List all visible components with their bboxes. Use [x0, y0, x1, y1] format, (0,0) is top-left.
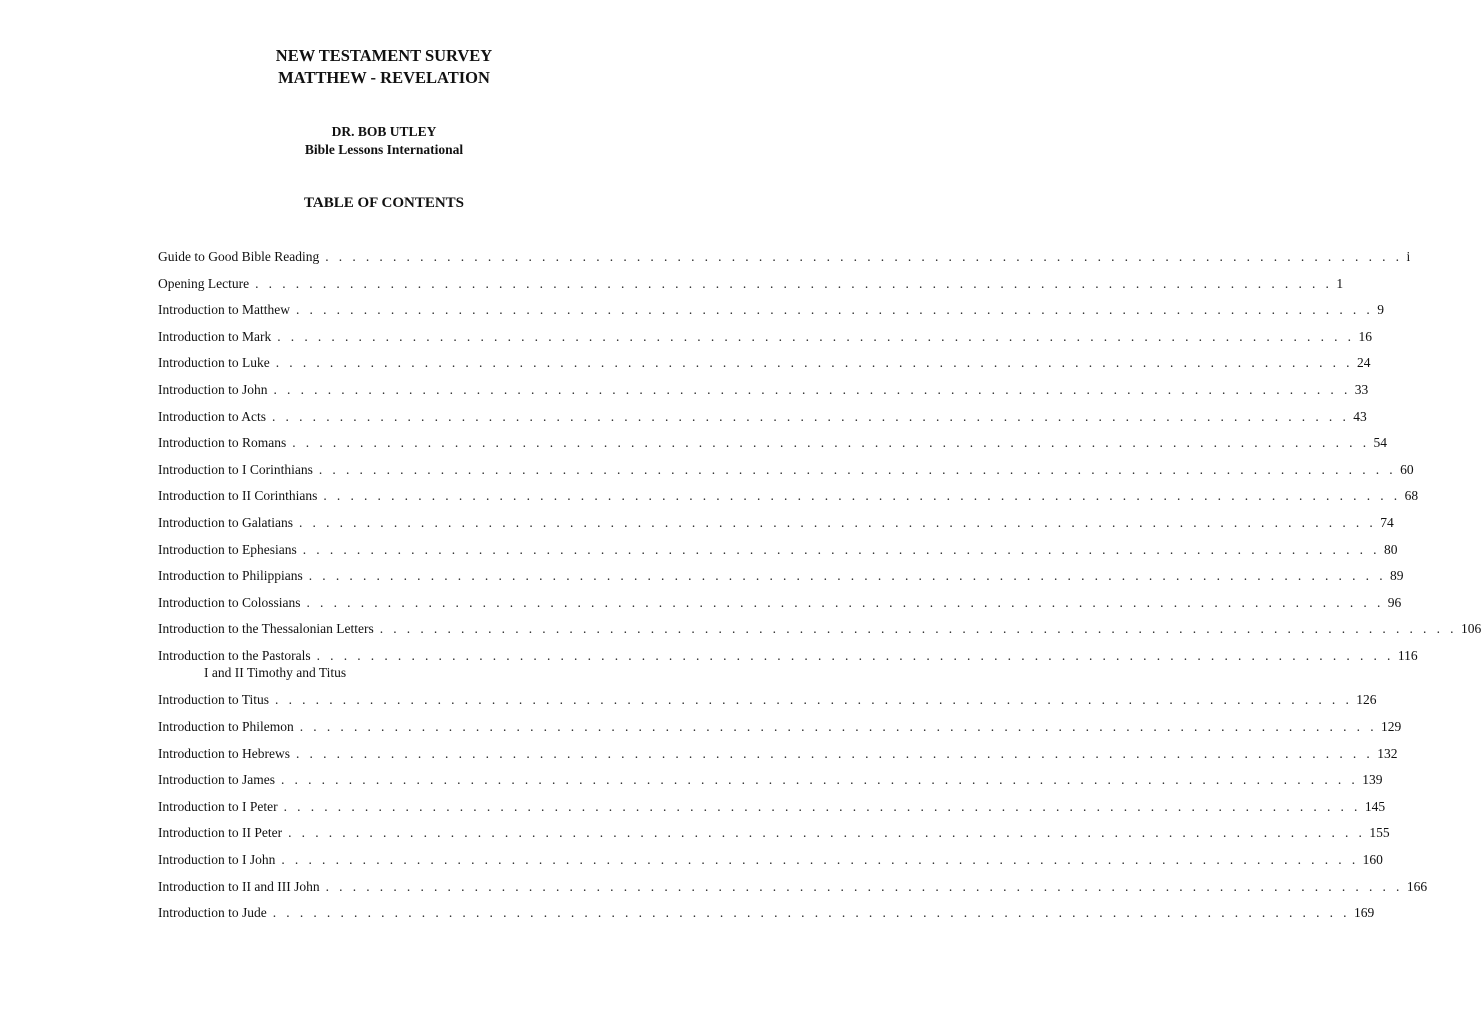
- toc-entry: [158, 248, 1411, 275]
- toc-entry: [158, 541, 1398, 568]
- toc-entry: [158, 745, 1398, 772]
- toc-entry-title: Introduction to the Pastorals: [158, 647, 311, 663]
- toc-entry: [158, 408, 1367, 435]
- toc-entry: [158, 567, 1404, 594]
- toc-entry: [158, 851, 1383, 878]
- toc-entry-line: [158, 647, 1418, 665]
- toc-entry-line: [158, 878, 1428, 896]
- toc-entry-page-number: 126: [1356, 692, 1377, 708]
- toc-entry-title: Introduction to I Peter: [158, 798, 278, 814]
- toc-entry-line: [158, 798, 1386, 816]
- toc-entry: [158, 594, 1402, 621]
- toc-entry-line: [158, 487, 1419, 505]
- toc-entry-line: [158, 594, 1402, 612]
- toc-entry-page-number: 16: [1358, 328, 1372, 344]
- toc-dot-leader: . . . . . . . . . . . . . . . . . . . . . . . . . . . . . . . . . . . . . . . . . . . . . . . . . . . . . . . . . . . . . . . . . . . . . . . . . . . . . . . .: [280, 772, 1359, 788]
- toc-entry-title: Introduction to Acts: [158, 408, 266, 424]
- toc-entry-line: [158, 514, 1394, 532]
- toc-entry-title: Guide to Good Bible Reading: [158, 249, 320, 264]
- toc-entry: [158, 328, 1372, 355]
- toc-dot-leader: . . . . . . . . . . . . . . . . . . . . . . . . . . . . . . . . . . . . . . . . . . . . . . . . . . . . . . . . . . . . . . . . . . . . . . . . . . . . . . . .: [323, 488, 1401, 504]
- toc-entry-line: [158, 301, 1384, 319]
- toc-dot-leader: . . . . . . . . . . . . . . . . . . . . . . . . . . . . . . . . . . . . . . . . . . . . . . . . . . . . . . . . . . . . . . . . . . . . . . . . . . . . . . . .: [302, 541, 1380, 557]
- toc-entry-title: Introduction to the Thessalonian Letters: [158, 621, 374, 637]
- toc-entry: [158, 487, 1419, 514]
- toc-entry-page-number: 80: [1383, 541, 1398, 557]
- toc-entry-page-number: 54: [1373, 435, 1387, 451]
- toc-entry-page-number: 60: [1400, 461, 1414, 477]
- toc-entry-line: [158, 771, 1383, 789]
- toc-entry: [158, 878, 1428, 905]
- toc-entry-subtitle: I and II Timothy and Titus: [204, 664, 347, 680]
- toc-entry-title: Introduction to Matthew: [158, 302, 290, 318]
- toc-entry-page-number: 106: [1460, 621, 1481, 637]
- toc-dot-leader: . . . . . . . . . . . . . . . . . . . . . . . . . . . . . . . . . . . . . . . . . . . . . . . . . . . . . . . . . . . . . . . . . . . . . . . . . . . . . . . .: [275, 355, 1353, 371]
- toc-dot-leader: . . . . . . . . . . . . . . . . . . . . . . . . . . . . . . . . . . . . . . . . . . . . . . . . . . . . . . . . . . . . . . . . . . . . . . . . . . . . . . . .: [298, 514, 1377, 530]
- toc-dot-leader: . . . . . . . . . . . . . . . . . . . . . . . . . . . . . . . . . . . . . . . . . . . . . . . . . . . . . . . . . . . . . . . . . . . . . . . . . . . . . . . .: [281, 851, 1359, 867]
- toc-entry-line: [158, 328, 1372, 346]
- toc-entry: [158, 434, 1387, 461]
- toc-dot-leader: . . . . . . . . . . . . . . . . . . . . . . . . . . . . . . . . . . . . . . . . . . . . . . . . . . . . . . . . . . . . . . . . . . . . . . . . . . . . . . . .: [318, 461, 1397, 477]
- toc-entry-page-number: 43: [1353, 408, 1367, 424]
- toc-entry-line: [158, 904, 1375, 922]
- toc-dot-leader: . . . . . . . . . . . . . . . . . . . . . . . . . . . . . . . . . . . . . . . . . . . . . . . . . . . . . . . . . . . . . . . . . . . . . . . . . . . . . . . .: [255, 275, 1333, 291]
- toc-entry-page-number: 139: [1362, 772, 1383, 788]
- toc-entry-title: Introduction to Philippians: [158, 568, 303, 584]
- toc-entry: [158, 904, 1375, 931]
- toc-entry-line: [158, 434, 1387, 452]
- toc-entry-page-number: 9: [1377, 302, 1384, 318]
- toc-entry-title: Introduction to Galatians: [158, 514, 293, 530]
- author-organization: Bible Lessons International: [304, 142, 464, 157]
- toc-entry-line: [158, 745, 1398, 763]
- toc-heading: TABLE OF CONTENTS: [303, 195, 465, 211]
- toc-dot-leader: . . . . . . . . . . . . . . . . . . . . . . . . . . . . . . . . . . . . . . . . . . . . . . . . . . . . . . . . . . . . . . . . . . . . . . . . . . . . . . . .: [275, 692, 1353, 708]
- toc-entry-page-number: 33: [1354, 381, 1369, 397]
- toc-entry: [158, 514, 1394, 541]
- toc-entry: [158, 771, 1383, 798]
- toc-entry: [158, 798, 1386, 825]
- toc-entry-title: Introduction to Colossians: [158, 594, 301, 610]
- toc-entry: [158, 275, 1344, 302]
- toc-dot-leader: . . . . . . . . . . . . . . . . . . . . . . . . . . . . . . . . . . . . . . . . . . . . . . . . . . . . . . . . . . . . . . . . . . . . . . . . . . . . . . . .: [295, 745, 1374, 761]
- toc-entry-title: Introduction to Jude: [158, 905, 267, 921]
- toc-entry-line: [158, 620, 1481, 638]
- toc-entry-title: Introduction to Philemon: [158, 719, 294, 734]
- toc-entry-line: [158, 461, 1414, 479]
- toc-entry: [158, 691, 1377, 718]
- toc-dot-leader: . . . . . . . . . . . . . . . . . . . . . . . . . . . . . . . . . . . . . . . . . . . . . . . . . . . . . . . . . . . . . . . . . . . . . . . . . . . . . . . .: [299, 719, 1377, 734]
- toc-entry-title: Introduction to Luke: [158, 355, 270, 371]
- toc-entry-page-number: 166: [1406, 878, 1428, 894]
- toc-entry-title: Introduction to John: [158, 381, 268, 397]
- toc-entry-page-number: 132: [1377, 745, 1398, 761]
- toc-entry: [158, 354, 1371, 381]
- toc-entry-title: Introduction to Mark: [158, 328, 272, 344]
- toc-entry-line: [158, 354, 1371, 372]
- toc-entry: [158, 461, 1414, 488]
- toc-entry-page-number: 169: [1353, 905, 1375, 921]
- toc-dot-leader: . . . . . . . . . . . . . . . . . . . . . . . . . . . . . . . . . . . . . . . . . . . . . . . . . . . . . . . . . . . . . . . . . . . . . . . . . . . . . . . .: [325, 249, 1403, 264]
- toc-entry-title: Introduction to II Peter: [158, 825, 283, 841]
- toc-dot-leader: . . . . . . . . . . . . . . . . . . . . . . . . . . . . . . . . . . . . . . . . . . . . . . . . . . . . . . . . . . . . . . . . . . . . . . . . . . . . . . . .: [306, 594, 1384, 610]
- toc-entry-title: Introduction to Titus: [158, 692, 270, 708]
- toc-entry: [158, 301, 1384, 328]
- toc-dot-leader: . . . . . . . . . . . . . . . . . . . . . . . . . . . . . . . . . . . . . . . . . . . . . . . . . . . . . . . . . . . . . . . . . . . . . . . . . . . . . . . .: [288, 825, 1366, 841]
- toc-dot-leader: . . . . . . . . . . . . . . . . . . . . . . . . . . . . . . . . . . . . . . . . . . . . . . . . . . . . . . . . . . . . . . . . . . . . . . . . . . . . . . . .: [379, 621, 1457, 637]
- toc-entry-line: [158, 275, 1344, 293]
- toc-entry-page-number: 129: [1380, 719, 1402, 734]
- toc-entry: [158, 620, 1481, 647]
- toc-dot-leader: . . . . . . . . . . . . . . . . . . . . . . . . . . . . . . . . . . . . . . . . . . . . . . . . . . . . . . . . . . . . . . . . . . . . . . . . . . . . . . . .: [325, 878, 1403, 894]
- toc-dot-leader: . . . . . . . . . . . . . . . . . . . . . . . . . . . . . . . . . . . . . . . . . . . . . . . . . . . . . . . . . . . . . . . . . . . . . . . . . . . . . . . .: [295, 302, 1374, 318]
- document-subtitle: MATTHEW - REVELATION: [278, 68, 490, 87]
- toc-dot-leader: . . . . . . . . . . . . . . . . . . . . . . . . . . . . . . . . . . . . . . . . . . . . . . . . . . . . . . . . . . . . . . . . . . . . . . . . . . . . . . . .: [272, 905, 1350, 921]
- toc-entry-page-number: 74: [1380, 514, 1394, 530]
- toc-entry-page-number: 155: [1369, 825, 1390, 841]
- toc-entry-title: Introduction to Romans: [158, 435, 287, 451]
- toc-entry-line: [158, 381, 1369, 399]
- toc-entry-title: Introduction to Hebrews: [158, 745, 290, 761]
- toc-entry: [158, 824, 1390, 851]
- toc-entry-page-number: 24: [1356, 355, 1371, 371]
- toc-entry-page-number: 145: [1364, 798, 1386, 814]
- toc-entry-page-number: i: [1406, 249, 1411, 264]
- toc-dot-leader: . . . . . . . . . . . . . . . . . . . . . . . . . . . . . . . . . . . . . . . . . . . . . . . . . . . . . . . . . . . . . . . . . . . . . . . . . . . . . . . .: [272, 408, 1350, 424]
- toc-dot-leader: . . . . . . . . . . . . . . . . . . . . . . . . . . . . . . . . . . . . . . . . . . . . . . . . . . . . . . . . . . . . . . . . . . . . . . . . . . . . . . . .: [277, 328, 1355, 344]
- toc-entry-page-number: 96: [1387, 594, 1402, 610]
- document-title: NEW TESTAMENT SURVEY: [275, 46, 493, 65]
- toc-entry: [158, 647, 1418, 692]
- toc-entry-line: [158, 824, 1390, 842]
- toc-dot-leader: . . . . . . . . . . . . . . . . . . . . . . . . . . . . . . . . . . . . . . . . . . . . . . . . . . . . . . . . . . . . . . . . . . . . . . . . . . . . . . . .: [292, 435, 1370, 451]
- toc-dot-leader: . . . . . . . . . . . . . . . . . . . . . . . . . . . . . . . . . . . . . . . . . . . . . . . . . . . . . . . . . . . . . . . . . . . . . . . . . . . . . . . .: [316, 647, 1394, 663]
- toc-entry-title: Introduction to I Corinthians: [158, 461, 313, 477]
- toc-dot-leader: . . . . . . . . . . . . . . . . . . . . . . . . . . . . . . . . . . . . . . . . . . . . . . . . . . . . . . . . . . . . . . . . . . . . . . . . . . . . . . . .: [308, 568, 1386, 584]
- toc-entry-line: [158, 691, 1377, 709]
- toc-entry-page-number: 89: [1389, 568, 1404, 584]
- toc-entry-title: Introduction to James: [158, 772, 275, 788]
- toc-dot-leader: . . . . . . . . . . . . . . . . . . . . . . . . . . . . . . . . . . . . . . . . . . . . . . . . . . . . . . . . . . . . . . . . . . . . . . . . . . . . . . . .: [283, 798, 1361, 814]
- toc-entry-title: Introduction to II Corinthians: [158, 488, 318, 504]
- toc-entry-page-number: 160: [1362, 851, 1383, 867]
- toc-entry-page-number: 116: [1397, 647, 1418, 663]
- toc-dot-leader: . . . . . . . . . . . . . . . . . . . . . . . . . . . . . . . . . . . . . . . . . . . . . . . . . . . . . . . . . . . . . . . . . . . . . . . . . . . . . . . .: [273, 381, 1351, 397]
- toc-entry-title: Introduction to I John: [158, 851, 276, 867]
- table-of-contents: [158, 248, 1481, 931]
- toc-entry-line: [158, 851, 1383, 869]
- toc-entry: [158, 381, 1369, 408]
- toc-entry-line: [158, 248, 1411, 266]
- toc-entry-title: Introduction to Ephesians: [158, 541, 297, 557]
- toc-entry-page-number: 68: [1404, 488, 1419, 504]
- author-name: DR. BOB UTLEY: [331, 124, 437, 139]
- toc-entry: [158, 718, 1402, 745]
- toc-entry-line: [158, 408, 1367, 426]
- toc-entry-line: [158, 718, 1402, 736]
- toc-entry-line: [158, 567, 1404, 585]
- toc-entry-title: Introduction to II and III John: [158, 878, 320, 894]
- toc-entry-page-number: 1: [1336, 275, 1344, 291]
- toc-entry-title: Opening Lecture: [158, 275, 250, 291]
- toc-entry-line: [158, 541, 1398, 559]
